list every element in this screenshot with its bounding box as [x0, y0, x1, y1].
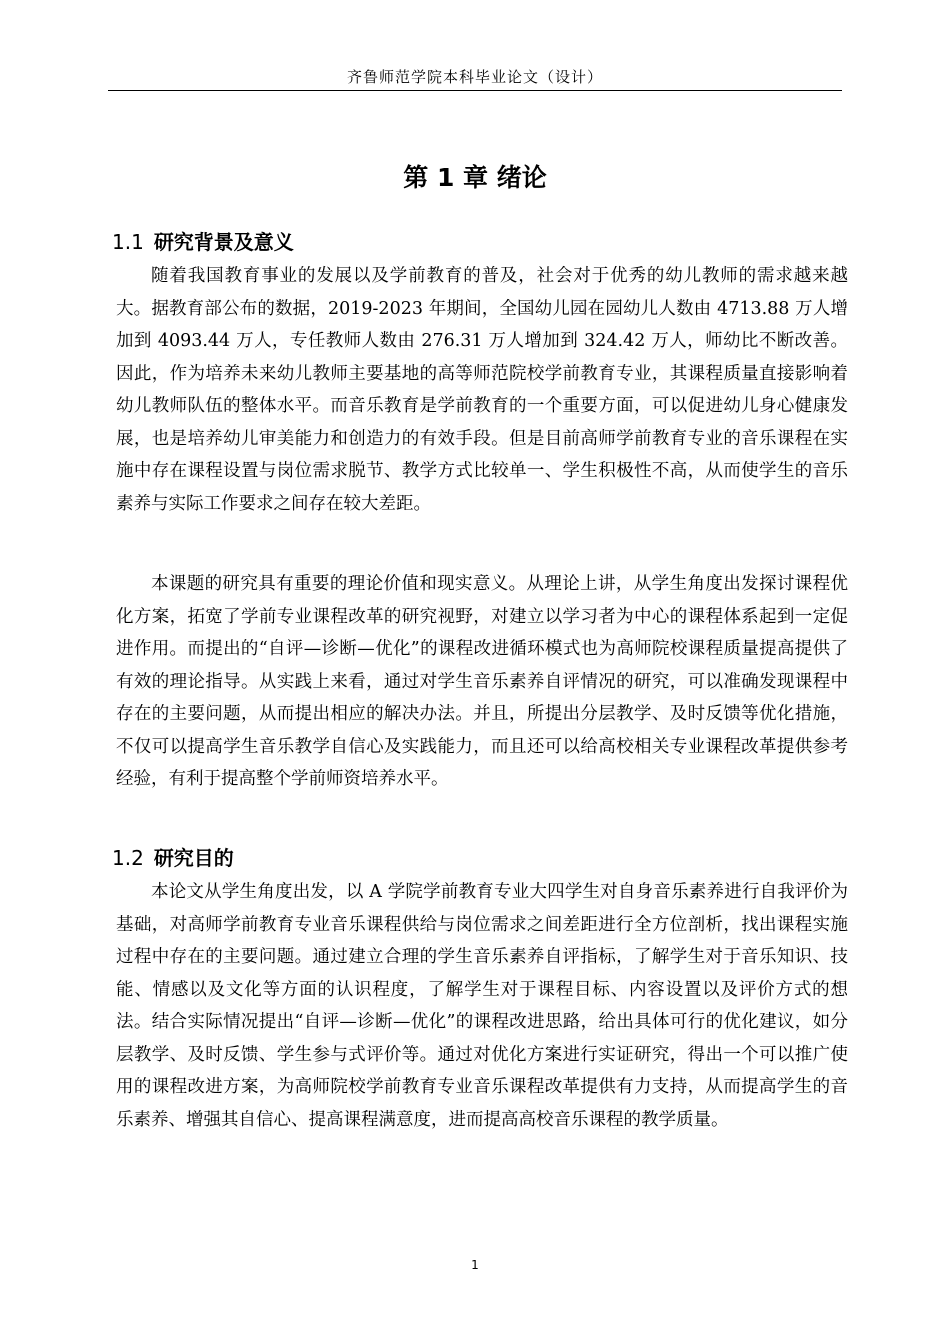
body-paragraph: 本论文从学生角度出发，以 A 学院学前教育专业大四学生对自身音乐素养进行自我评价为基础，对高师学前教育专业音乐课程供给与岗位需求之间差距进行全方位剖析，找出课程实施过程中存在的主要问题。通过建立合理的学生音乐素养自评指标，了解学生对于音乐知识、技能、情感以及文化等方面的认识程度，了解学生对于课程目标、内容设置以及评价方式的想法。结合实际情况提出“自评—诊断—优化”的课程改进思路，给出具体可行的优化建议，如分层教学、及时反馈、学生参与式评价等。通过对优化方案进行实证研究，得出一个可以推广使用的课程改进方案，为高师院校学前教育专业音乐课程改革提供有力支持，从而提高学生的音乐素养、增强其自信心、提高课程满意度，进而提高高校音乐课程的教学质量。 — [116, 882, 848, 1130]
section-heading-1-1 — [112, 226, 294, 255]
chapter-title: 第 1 章 绪论 — [403, 163, 547, 192]
running-header: 齐鲁师范学院本科毕业论文（设计） — [346, 68, 603, 86]
body-paragraph: 随着我国教育事业的发展以及学前教育的普及，社会对于优秀的幼儿教师的需求越来越大。据教育部公布的数据，2019-2023 年期间，全国幼儿园在园幼儿人数由 4713.88 万人增加到 4093.44 万人，专任教师人数由 276.31 万人增加到 324.42 万人，师幼比不断改善。因此，作为培养未来幼儿教师主要基地的高等师范院校学前教育专业，其课程质量直接影响着幼儿教师队伍的整体水平。而音乐教育是学前教育的一个重要方面，可以促进幼儿身心健康发展，也是培养幼儿审美能力和创造力的有效手段。但是目前高师学前教育专业的音乐课程在实施中存在课程设置与岗位需求脱节、教学方式比较单一、学生积极性不高，从而使学生的音乐素养与实际工作要求之间存在较大差距。 — [116, 266, 848, 514]
section-heading-1-2 — [112, 842, 234, 871]
section-number: 1.1 — [112, 230, 144, 254]
section-title: 研究背景及意义 — [153, 230, 294, 254]
section-number: 1.2 — [112, 846, 144, 870]
page-number: 1 — [471, 1258, 479, 1272]
body-paragraph: 本课题的研究具有重要的理论价值和现实意义。从理论上讲，从学生角度出发探讨课程优化方案，拓宽了学前专业课程改革的研究视野，对建立以学习者为中心的课程体系起到一定促进作用。而提出的“自评—诊断—优化”的课程改进循环模式也为高师院校课程质量提高提供了有效的理论指导。从实践上来看，通过对学生音乐素养自评情况的研究，可以准确发现课程中存在的主要问题，从而提出相应的解决办法。并且，所提出分层教学、及时反馈等优化措施，不仅可以提高学生音乐教学自信心及实践能力，而且还可以给高校相关专业课程改革提供参考经验，有利于提高整个学前师资培养水平。 — [116, 574, 848, 789]
header-divider — [108, 90, 842, 91]
section-title: 研究目的 — [153, 846, 234, 870]
